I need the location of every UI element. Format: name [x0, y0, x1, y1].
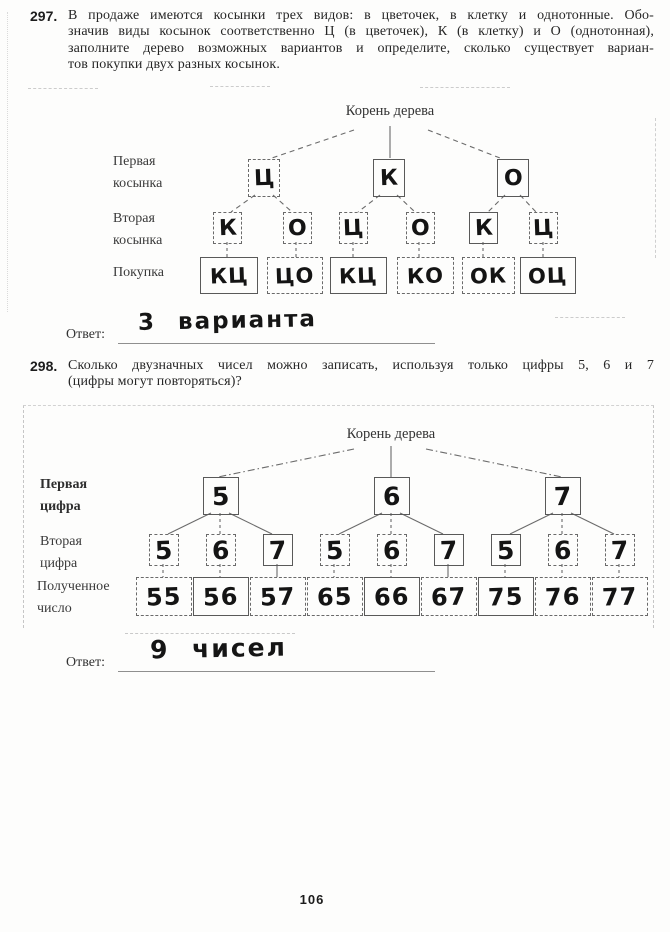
tree-node [478, 577, 534, 616]
node-value: 57 [259, 581, 297, 612]
node-value: 6 [382, 481, 402, 511]
node-value: 5 [154, 535, 174, 565]
tree-node [136, 577, 192, 616]
node-value: Ц [342, 215, 365, 241]
tree1-row-label-3: Покупка [113, 265, 165, 280]
scan-artifact [28, 88, 98, 89]
problem-text-line: (цифры могут повторяться)? [68, 374, 242, 390]
tree-node [529, 212, 558, 244]
tree2-row-label-2: Вторая цифра [40, 534, 82, 571]
node-value: ОК [469, 262, 508, 289]
tree-node [377, 534, 407, 566]
tree2-row-label-3: Полученное число [37, 579, 110, 616]
scan-artifact [420, 87, 510, 88]
node-value: О [503, 165, 523, 191]
node-value: КЦ [338, 262, 379, 289]
problem-text-line: тов покупки двух разных косынок. [68, 57, 280, 73]
tree-node [213, 212, 242, 244]
problem-number: 297. [30, 8, 58, 24]
page-number: 106 [299, 892, 325, 907]
scan-artifact [7, 12, 8, 312]
tree-node [193, 577, 249, 616]
scan-artifact [210, 86, 270, 87]
tree-node [497, 159, 529, 197]
tree-node [535, 577, 591, 616]
node-value: 7 [553, 481, 573, 511]
node-value: 77 [601, 581, 639, 612]
tree-node [200, 257, 258, 294]
problem-text [68, 358, 654, 391]
tree-node [469, 212, 498, 244]
tree-node [206, 534, 236, 566]
tree-node [545, 477, 581, 515]
tree-node [397, 257, 454, 294]
node-value: О [410, 215, 431, 241]
scan-artifact [555, 317, 625, 318]
node-value: 5 [325, 535, 345, 565]
node-value: 75 [487, 581, 525, 612]
node-value: 66 [373, 581, 411, 612]
node-value: 7 [439, 535, 459, 565]
tree2-root-label: Корень дерева [346, 426, 436, 442]
problem-text [68, 8, 654, 74]
problem-297 [30, 8, 654, 74]
node-value: КО [406, 262, 445, 289]
tree-node [605, 534, 635, 566]
tree-node [283, 212, 312, 244]
answer-line [118, 671, 435, 672]
problem-text-line: заполните дерево возможных вариантов и определите, сколько существует вариан- [68, 40, 654, 56]
tree-node [263, 534, 293, 566]
tree-node [592, 577, 648, 616]
tree-node [520, 257, 576, 294]
tree-node [250, 577, 306, 616]
node-value: К [379, 165, 399, 191]
tree1-root-label: Корень дерева [345, 103, 435, 119]
node-value: К [218, 215, 237, 241]
node-value: 7 [610, 535, 630, 565]
node-value: 76 [544, 581, 582, 612]
node-value: К [474, 215, 493, 241]
tree1-row-label-1: Первая косынка [113, 154, 163, 191]
node-value: 65 [316, 581, 354, 612]
tree-node [307, 577, 363, 616]
node-value: О [287, 215, 308, 241]
node-value: 6 [553, 535, 573, 565]
problem-text-line: Сколько двузначных чисел можно записать, используя только цифры 5, 6 и 7 [68, 358, 654, 373]
node-value: 56 [202, 581, 240, 612]
tree2-row-label-1: Первая цифра [40, 477, 88, 514]
tree-node [203, 477, 239, 515]
problem-text-line: В продаже имеются косынки трех видов: в цветочек, в клетку и однотонные. Обо- [68, 8, 654, 23]
tree-node [421, 577, 477, 616]
tree-node [406, 212, 435, 244]
node-value: Ц [253, 165, 275, 191]
tree1-row-label-2: Вторая косынка [113, 211, 163, 248]
tree-node [548, 534, 578, 566]
node-value: КЦ [209, 262, 249, 289]
tree-node [462, 257, 515, 294]
node-value: ЦО [274, 262, 316, 289]
node-value: 5 [496, 535, 516, 565]
answer-label: Ответ: [66, 655, 105, 670]
node-value: 5 [211, 481, 231, 511]
scan-artifact [655, 118, 656, 258]
tree-node [267, 257, 323, 294]
tree-node [330, 257, 387, 294]
tree-node [373, 159, 405, 197]
tree-node [339, 212, 368, 244]
handwritten-answer: 9 чисел [149, 632, 288, 665]
node-value: 55 [145, 581, 183, 612]
problem-text-line: значив виды косынок соответственно Ц (в цветочек), К (в клетку) и О (однотонная), [68, 24, 654, 40]
tree-node [364, 577, 420, 616]
node-value: 6 [382, 535, 402, 565]
tree-node [491, 534, 521, 566]
node-value: ОЦ [527, 262, 569, 289]
node-value: 67 [430, 581, 468, 612]
tree-node [149, 534, 179, 566]
tree-node [320, 534, 350, 566]
tree-node [374, 477, 410, 515]
tree-node [248, 159, 280, 197]
node-value: 6 [211, 535, 231, 565]
tree-node [434, 534, 464, 566]
handwritten-answer: 3 варианта [137, 306, 318, 336]
problem-298 [30, 358, 654, 391]
answer-line [118, 343, 435, 344]
problem-number: 298. [30, 358, 58, 374]
answer-label: Ответ: [66, 327, 105, 342]
node-value: Ц [532, 215, 555, 241]
node-value: 7 [268, 535, 288, 565]
